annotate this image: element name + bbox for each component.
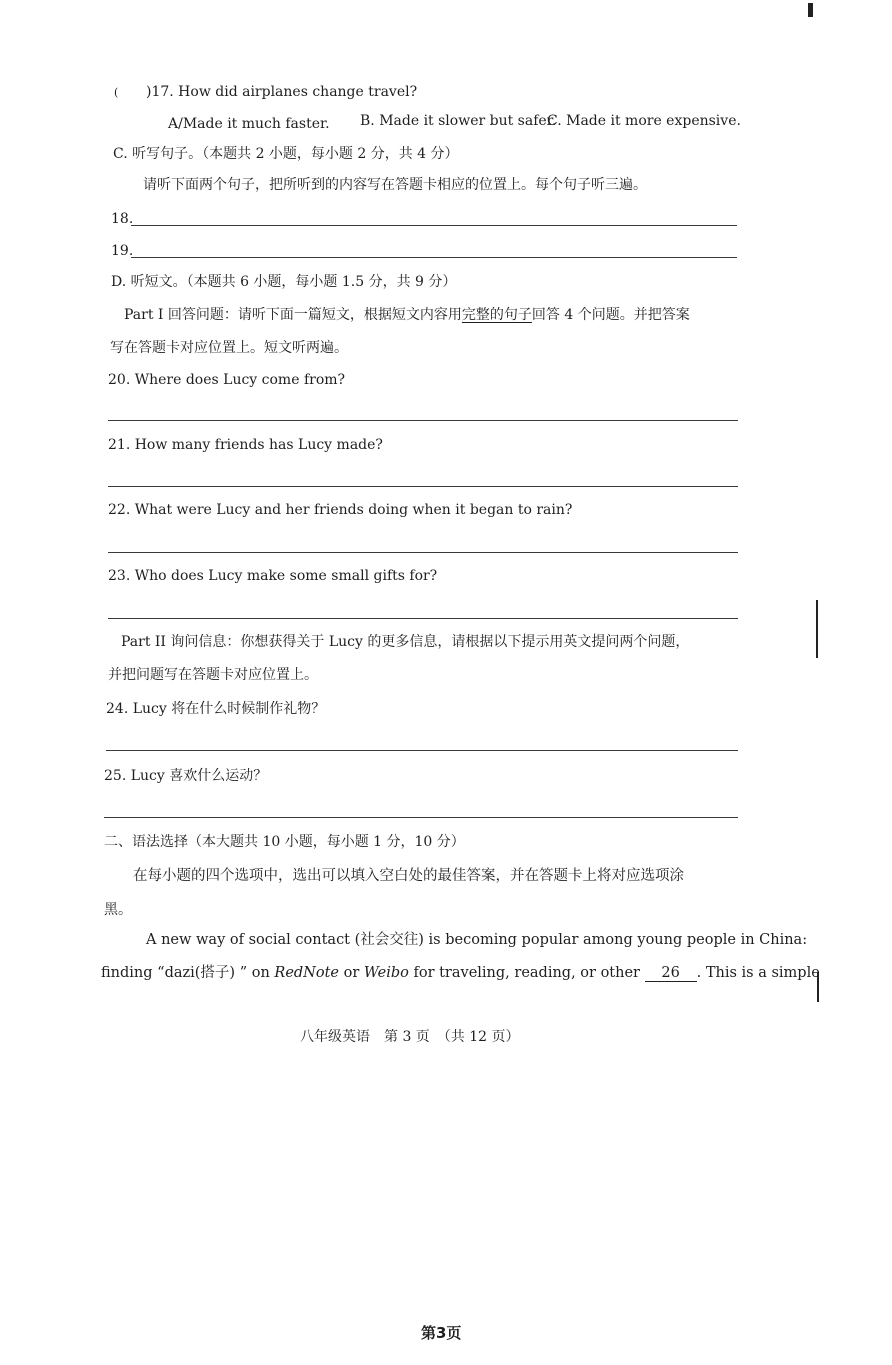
section-d-heading: D. 听短文。（本题共 6 小题，每小题 1.5 分，共 9 分） — [111, 274, 457, 290]
passage-line-1: A new way of social contact (社会交往) is becoming popular among young people in China: — [146, 932, 808, 948]
item-19-label: 19. — [111, 243, 134, 259]
question-21: 21. How many friends has Lucy made? — [108, 437, 383, 453]
scan-page-number: 第3页 — [421, 1324, 462, 1342]
section-2-instruction-line2: 黑。 — [104, 902, 132, 918]
answer-line-20 — [108, 420, 738, 421]
q17-option-a: A/Made it much faster. — [168, 116, 330, 132]
answer-line-23 — [108, 618, 738, 619]
section-2-heading: 二、语法选择（本大题共 10 小题，每小题 1 分，10 分） — [104, 834, 465, 850]
question-25: 25. Lucy 喜欢什么运动？ — [104, 768, 268, 784]
blank-26: 26 — [645, 966, 697, 982]
scan-mark-right-1 — [816, 600, 818, 658]
question-24: 24. Lucy 将在什么时候制作礼物？ — [106, 701, 326, 717]
question-23: 23. Who does Lucy make some small gifts for? — [108, 568, 438, 584]
part2-instruction: Part II 询问信息：你想获得关于 Lucy 的更多信息，请根据以下提示用英文提问两个问题， — [121, 634, 690, 650]
part1-instruction-line2: 写在答题卡对应位置上。短文听两遍。 — [110, 340, 348, 356]
section-2-instruction: 在每小题的四个选项中，选出可以填入空白处的最佳答案，并在答题卡上将对应选项涂 — [133, 868, 684, 884]
part1-emphasis: 完整的句子 — [461, 307, 532, 323]
item-18-label: 18. — [111, 211, 134, 227]
scan-mark-top-right — [808, 3, 813, 17]
answer-line-22 — [108, 552, 738, 553]
answer-line-25 — [104, 817, 738, 818]
part2-instruction-line2: 并把问题写在答题卡对应位置上。 — [108, 667, 318, 683]
answer-line-19 — [131, 257, 737, 258]
q17-option-b: B. Made it slower but safer. — [360, 113, 557, 129]
section-c-instruction: 请听下面两个句子，把所听到的内容写在答题卡相应的位置上。每个句子听三遍。 — [143, 177, 647, 193]
q17-option-c: C. Made it more expensive. — [547, 113, 741, 129]
q17-paren: ( — [114, 86, 119, 99]
answer-line-18 — [131, 225, 737, 226]
part1-instruction: Part I 回答问题：请听下面一篇短文，根据短文内容用完整的句子回答 4 个问题。并把答案 — [124, 307, 690, 323]
question-22: 22. What were Lucy and her friends doing when it began to rain? — [108, 502, 573, 518]
question-20: 20. Where does Lucy come from? — [108, 372, 346, 388]
q17-stem: )17. How did airplanes change travel? — [146, 84, 418, 100]
passage-line-2: finding “dazi(搭子) ” on RedNote or Weibo for traveling, reading, or other 26 . This is a simple — [101, 965, 820, 981]
weibo-name: Weibo — [363, 965, 409, 981]
answer-line-21 — [108, 486, 738, 487]
page-footer: 八年级英语 第 3 页 （共 12 页） — [300, 1029, 520, 1045]
rednote-name: RedNote — [274, 965, 340, 981]
answer-line-24 — [106, 750, 738, 751]
section-c-heading: C. 听写句子。（本题共 2 小题，每小题 2 分，共 4 分） — [113, 146, 459, 162]
